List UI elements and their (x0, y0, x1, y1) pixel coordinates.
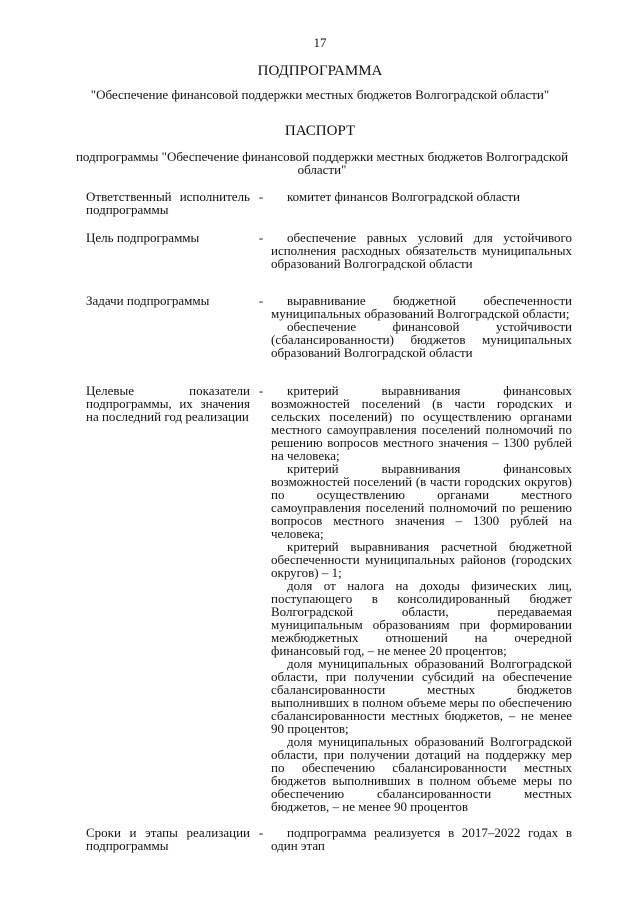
row-dash: - (258, 293, 264, 308)
row-label: Задачи подпрограммы (86, 293, 210, 308)
row-paragraph: доля муниципальных образований Волгоградской области, при получении дотаций на поддержку мер по обеспечению сбалансированности местных бюджетов выполнивших в полном объеме меры по обеспечению сбалансированности местных бюджетов, – не менее 90 процентов (271, 734, 572, 814)
row-paragraph: комитет финансов Волгоградской области (287, 189, 520, 204)
row-paragraph: критерий выравнивания расчетной бюджетной обеспеченности муниципальных районов (городских округов) – 1; (271, 539, 572, 580)
row-paragraph: доля муниципальных образований Волгоградской области, при получении субсидий на обеспечение сбалансированности местных бюджетов выполнивших в полном объеме меры по обеспечению сбалансированности местных бюджетов, – не менее 90 процентов; (271, 656, 572, 736)
row-paragraph: подпрограмма реализуется в 2017–2022 годах в один этап (271, 825, 572, 853)
row-paragraph: обеспечение равных условий для устойчивого исполнения расходных обязательств муниципальных образований Волгоградской области (271, 230, 572, 271)
row-value (271, 190, 572, 203)
row-paragraph: выравнивание бюджетной обеспеченности муниципальных образований Волгоградской области; (271, 293, 572, 321)
row-dash: - (258, 189, 264, 204)
subprogram-heading: ПОДПРОГРАММА (257, 63, 383, 79)
row-value (271, 294, 572, 359)
row-paragraph: доля от налога на доходы физических лиц, поступающего в консолидированный бюджет Волгоградской области, передаваемая муниципальным образованиям при формировании межбюджетных отношений на очередной финансовый год, – не менее 20 процентов; (271, 578, 572, 658)
subprogram-title: "Обеспечение финансовой поддержки местных бюджетов Волгоградской области" (90, 87, 550, 102)
row-value (271, 384, 572, 813)
row-value (271, 231, 572, 270)
passport-subtitle: подпрограммы "Обеспечение финансовой поддержки местных бюджетов Волгоградской области" (75, 149, 569, 177)
row-label: Сроки и этапы реализации подпрограммы (86, 825, 250, 853)
row-label: Ответственный исполнитель подпрограммы (86, 189, 250, 217)
page-number: 17 (313, 35, 327, 50)
row-paragraph: обеспечение финансовой устойчивости (сбалансированности) бюджетов муниципальных образований Волгоградской области (271, 319, 572, 360)
row-dash: - (258, 230, 264, 245)
row-paragraph: критерий выравнивания финансовых возможностей поселений (в части городских округов) по осуществлению органами местного самоуправления поселений полномочий по решению вопросов местного значения – 1300 рублей на человека; (271, 461, 572, 541)
passport-heading: ПАСПОРТ (284, 123, 356, 139)
row-paragraph: критерий выравнивания финансовых возможностей поселений (в части городских и сельских поселений) по осуществлению органами местного самоуправления поселений полномочий по решению вопросов местного значения – 1300 рублей на человека; (271, 383, 572, 463)
row-label: Цель подпрограммы (86, 230, 200, 245)
row-label: Целевые показатели подпрограммы, их значения на последний год реализации (86, 383, 250, 424)
row-value (271, 826, 572, 852)
row-dash: - (258, 825, 264, 840)
row-dash: - (258, 383, 264, 398)
